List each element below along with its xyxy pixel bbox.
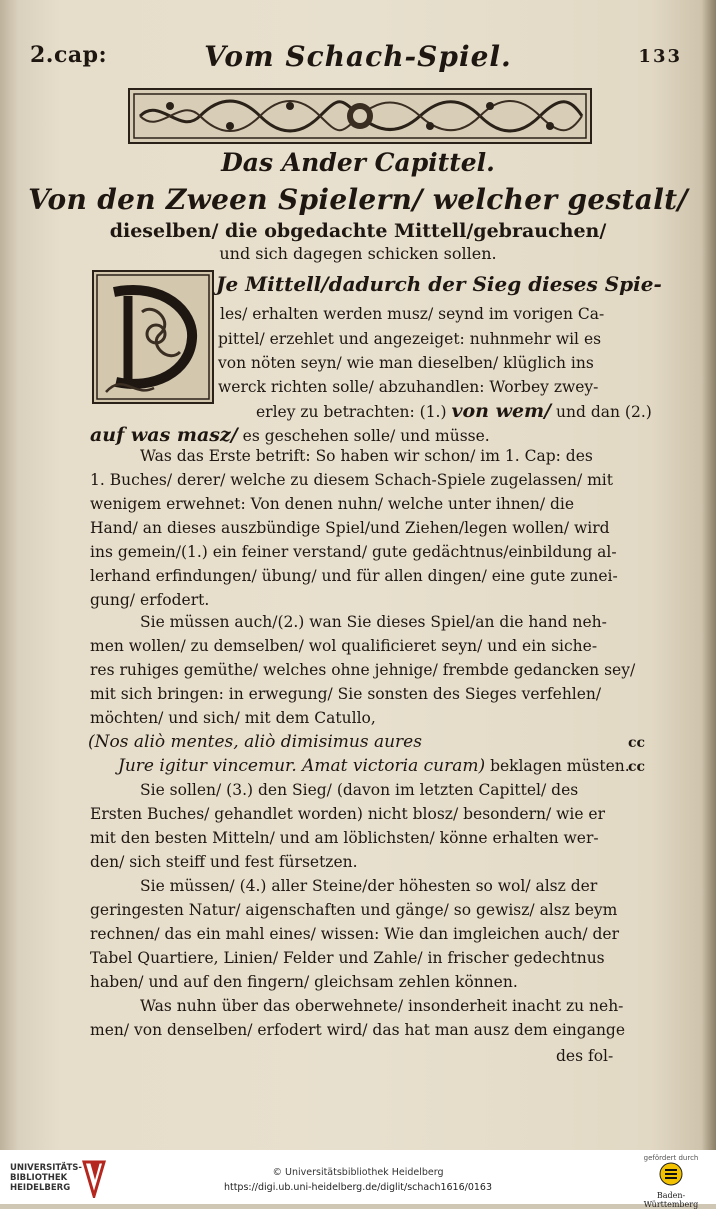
chapter-subtitle-1: Von den Zween Spielern/ welcher gestalt/	[28, 183, 688, 216]
text-line-31: Was nuhn über das oberwehnete/ insonderheit inacht zu neh-	[140, 997, 624, 1015]
decorated-initial-d	[92, 270, 214, 404]
ornament-graphic	[130, 90, 590, 142]
text-line-9: 1. Buches/ derer/ welche zu diesem Schach-Spiele zugelassen/ mit	[90, 471, 613, 489]
text-line-5: werck richten solle/ abzuhandlen: Worbey zwey-	[218, 378, 599, 396]
library-name-line-2: BIBLIOTHEK	[10, 1173, 68, 1183]
headpiece-ornament	[128, 88, 592, 144]
text-line-19: möchten/ und sich/ mit dem Catullo,	[90, 709, 376, 727]
text-line-23: Ersten Buches/ gehandlet worden) nicht blosz/ besondern/ wie er	[90, 805, 606, 823]
text-line-17: res ruhiges gemüthe/ welches ohne jehnige/ frembde gedancken sey/	[90, 661, 636, 679]
library-name-line-3: HEIDELBERG	[10, 1183, 71, 1193]
text-line-29: Tabel Quartiere, Linien/ Felder und Zahle/ in frischer gedechtnus	[90, 949, 605, 967]
text-line-7-part-b: es geschehen solle/ und müsse.	[242, 427, 490, 445]
text-line-6-part-a: erley zu betrachten: (1.)	[256, 403, 447, 421]
text-line-1: Je Mittell/dadurch der Sieg dieses Spie-	[216, 272, 662, 296]
text-line-32: men/ von denselben/ erfodert wird/ das hat man ausz dem eingange	[90, 1021, 626, 1039]
text-line-30: haben/ und auf den fingern/ gleichsam zehlen können.	[90, 973, 518, 991]
viewer-footer	[0, 1150, 716, 1209]
text-line-26: Sie müssen/ (4.) aller Steine/der höhesten so wol/ alsz der	[140, 877, 598, 895]
text-line-14: gung/ erfodert.	[90, 591, 210, 609]
text-line-25: den/ sich steiff und fest fürsetzen.	[90, 853, 358, 871]
permalink-url[interactable]: https://digi.ub.uni-heidelberg.de/diglit/schach1616/0163	[223, 1182, 493, 1193]
text-line-21-end: beklagen müsten.	[490, 757, 630, 775]
text-line-7-emphasis: auf was masz/	[90, 424, 238, 446]
library-name-line-1: UNIVERSITÄTS-	[10, 1163, 82, 1173]
text-line-24: mit den besten Mitteln/ und am löblichsten/ könne erhalten wer-	[90, 829, 599, 847]
quote-mark-1: cc	[628, 735, 646, 751]
latin-verse-2-line	[118, 756, 630, 776]
running-header	[0, 42, 716, 82]
text-line-15: Sie müssen auch/(2.) wan Sie dieses Spiel/an die hand neh-	[140, 613, 607, 631]
text-line-6-emphasis: von wem/	[451, 400, 552, 422]
catchword: des fol-	[556, 1047, 614, 1065]
chapter-title: Das Ander Capittel.	[221, 148, 495, 177]
text-line-3: pittel/ erzehlet und angezeiget: nuhnmehr wil es	[218, 330, 602, 348]
chapter-subtitle-2: dieselben/ die obgedachte Mittell/gebrauchen/	[109, 220, 607, 242]
text-line-10: wenigem erwehnet: Von denen nuhn/ welche unter ihnen/ die	[90, 495, 575, 513]
copyright-notice: © Universitätsbibliothek Heidelberg	[272, 1167, 444, 1178]
text-line-2: les/ erhalten werden musz/ seynd im vorigen Ca-	[220, 305, 605, 323]
header-title: Vom Schach-Spiel.	[204, 40, 512, 73]
sponsor-label: gefördert durch	[643, 1154, 699, 1162]
text-line-11: Hand/ an dieses auszbündige Spiel/und Ziehen/legen wollen/ wird	[90, 519, 610, 537]
text-line-27: geringesten Natur/ aigenschaften und gänge/ so gewisz/ alsz beym	[90, 901, 618, 919]
text-line-13: lerhand erfindungen/ übung/ und für allen dingen/ eine gute zunei-	[90, 567, 618, 585]
text-line-6-part-c: und dan (2.)	[556, 403, 652, 421]
coat-of-arms-icon	[658, 1162, 684, 1186]
sponsor-logo[interactable]	[634, 1154, 708, 1209]
text-line-7	[90, 425, 490, 446]
text-line-28: rechnen/ das ein mahl eines/ wissen: Wie dan imgleichen auch/ der	[90, 925, 619, 943]
text-line-12: ins gemein/(1.) ein feiner verstand/ gute gedächtnus/einbildung al-	[90, 543, 617, 561]
text-line-4: von nöten seyn/ wie man dieselben/ klüglich ins	[218, 354, 594, 372]
initial-letter-graphic	[94, 272, 212, 402]
sponsor-name: Baden-Württemberg	[643, 1191, 699, 1209]
text-line-18: mit sich bringen: in erwegung/ Sie sonsten des Sieges verfehlen/	[90, 685, 602, 703]
text-line-16: men wollen/ zu demselben/ wol qualificieret seyn/ und ein siche-	[90, 637, 598, 655]
header-chapter-ref: 2.cap:	[30, 42, 108, 68]
text-line-22: Sie sollen/ (3.) den Sieg/ (davon im letzten Capittel/ des	[140, 781, 579, 799]
text-line-8: Was das Erste betrift: So haben wir schon/ im 1. Cap: des	[140, 447, 593, 465]
latin-verse-1: (Nos aliò mentes, aliò dimisimus aures	[88, 732, 422, 752]
text-line-6	[256, 401, 652, 422]
chapter-subtitle-3: und sich dagegen schicken sollen.	[219, 244, 497, 263]
page-number: 133	[638, 46, 682, 67]
latin-verse-2: Jure igitur vincemur. Amat victoria curam)	[118, 756, 486, 776]
quote-mark-2: cc	[628, 759, 646, 775]
